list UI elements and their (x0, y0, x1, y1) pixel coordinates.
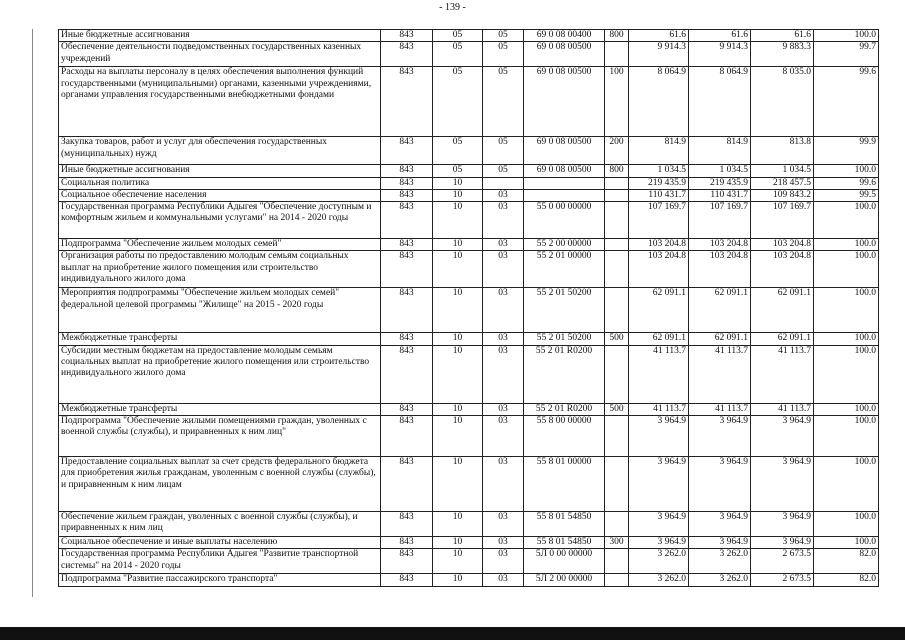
cell-pr (483, 177, 524, 189)
cell-v1: 103 204.8 (629, 251, 689, 288)
cell-pct: 100.0 (814, 333, 879, 345)
cell-v3: 3 964.9 (751, 537, 814, 549)
cell-name: Предоставление социальных выплат за счет средств федерального бюджета для приобретения жилья гражданам, уволенным с военной службы (службы), и приравненным к ним лицам (59, 457, 381, 512)
cell-v2: 3 964.9 (689, 512, 751, 537)
cell-v2: 61.6 (689, 30, 751, 42)
cell-rz: 10 (433, 457, 483, 512)
cell-v1: 3 262.0 (629, 574, 689, 586)
cell-name: Государственная программа Республики Адыгея "Обеспечение доступным и комфортным жильем и коммунальными услугами" на 2014 - 2020 годы (59, 202, 381, 239)
cell-name: Межбюджетные трансферты (59, 403, 381, 415)
cell-pct: 100.0 (814, 403, 879, 415)
cell-v2: 3 262.0 (689, 574, 751, 586)
cell-v2: 219 435.9 (689, 177, 751, 189)
cell-v3: 103 204.8 (751, 251, 814, 288)
cell-pct: 100.0 (814, 345, 879, 403)
table-row (59, 251, 879, 288)
cell-vr (605, 189, 629, 201)
table-row (59, 333, 879, 345)
cell-v2: 62 091.1 (689, 333, 751, 345)
cell-rz: 10 (433, 333, 483, 345)
cell-pct: 99.5 (814, 189, 879, 201)
cell-pr: 03 (483, 549, 524, 574)
cell-vr: 500 (605, 333, 629, 345)
cell-csr: 55 2 01 R0200 (524, 403, 605, 415)
cell-v1: 9 914.3 (629, 42, 689, 67)
cell-name: Подпрограмма "Обеспечение жилыми помещениями граждан, уволенных с военной службы (службы), и приравненных к ним лиц" (59, 416, 381, 457)
cell-vr: 800 (605, 165, 629, 177)
cell-vr (605, 177, 629, 189)
cell-name: Социальное обеспечение населения (59, 189, 381, 201)
cell-ved: 843 (381, 30, 433, 42)
cell-name: Иные бюджетные ассигнования (59, 30, 381, 42)
cell-v2: 814.9 (689, 137, 751, 165)
cell-pr: 05 (483, 42, 524, 67)
cell-pr: 03 (483, 345, 524, 403)
table-row (59, 42, 879, 67)
cell-pct: 100.0 (814, 165, 879, 177)
cell-v1: 3 964.9 (629, 457, 689, 512)
cell-csr (524, 189, 605, 201)
cell-pr: 05 (483, 67, 524, 137)
table-row (59, 67, 879, 137)
table-row (59, 549, 879, 574)
table-row (59, 537, 879, 549)
cell-rz: 10 (433, 537, 483, 549)
cell-v2: 41 113.7 (689, 345, 751, 403)
cell-pct: 99.6 (814, 67, 879, 137)
cell-pr: 03 (483, 333, 524, 345)
cell-v3: 1 034.5 (751, 165, 814, 177)
cell-vr (605, 345, 629, 403)
cell-ved: 843 (381, 512, 433, 537)
cell-pct: 100.0 (814, 239, 879, 251)
cell-v1: 8 064.9 (629, 67, 689, 137)
page-left-rule (32, 29, 33, 597)
cell-pr: 03 (483, 537, 524, 549)
cell-csr: 55 8 01 54850 (524, 537, 605, 549)
cell-rz: 05 (433, 30, 483, 42)
cell-v1: 61.6 (629, 30, 689, 42)
cell-ved: 843 (381, 549, 433, 574)
cell-csr: 55 2 01 R0200 (524, 345, 605, 403)
table-row (59, 177, 879, 189)
cell-pct: 100.0 (814, 416, 879, 457)
cell-rz: 05 (433, 165, 483, 177)
cell-csr: 55 8 01 54850 (524, 512, 605, 537)
cell-name: Социальное обеспечение и иные выплаты населению (59, 537, 381, 549)
cell-ved: 843 (381, 165, 433, 177)
cell-vr: 200 (605, 137, 629, 165)
cell-v2: 107 169.7 (689, 202, 751, 239)
cell-name: Государственная программа Республики Адыгея "Развитие транспортной системы" на 2014 - 2020 годы (59, 549, 381, 574)
cell-v1: 3 964.9 (629, 512, 689, 537)
cell-pct: 82.0 (814, 574, 879, 586)
cell-ved: 843 (381, 288, 433, 333)
cell-csr: 5Л 0 00 00000 (524, 549, 605, 574)
cell-rz: 05 (433, 67, 483, 137)
cell-v3: 3 964.9 (751, 416, 814, 457)
cell-v1: 41 113.7 (629, 345, 689, 403)
cell-v1: 3 262.0 (629, 549, 689, 574)
cell-rz: 10 (433, 251, 483, 288)
cell-csr: 55 2 01 00000 (524, 251, 605, 288)
cell-v1: 62 091.1 (629, 333, 689, 345)
cell-rz: 10 (433, 177, 483, 189)
cell-v3: 109 843.2 (751, 189, 814, 201)
cell-vr (605, 574, 629, 586)
cell-ved: 843 (381, 333, 433, 345)
cell-pct: 99.7 (814, 42, 879, 67)
cell-pct: 100.0 (814, 537, 879, 549)
table-row (59, 345, 879, 403)
cell-ved: 843 (381, 251, 433, 288)
cell-name: Иные бюджетные ассигнования (59, 165, 381, 177)
cell-rz: 10 (433, 239, 483, 251)
cell-ved: 843 (381, 457, 433, 512)
cell-v1: 62 091.1 (629, 288, 689, 333)
table-row (59, 189, 879, 201)
cell-vr (605, 512, 629, 537)
cell-v2: 103 204.8 (689, 251, 751, 288)
cell-csr: 69 0 08 00400 (524, 30, 605, 42)
cell-ved: 843 (381, 67, 433, 137)
cell-csr: 69 0 08 00500 (524, 165, 605, 177)
cell-v3: 41 113.7 (751, 345, 814, 403)
cell-rz: 10 (433, 202, 483, 239)
cell-vr (605, 549, 629, 574)
table-row (59, 239, 879, 251)
table-row (59, 30, 879, 42)
cell-v1: 814.9 (629, 137, 689, 165)
cell-pct: 100.0 (814, 288, 879, 333)
cell-rz: 10 (433, 288, 483, 333)
cell-v3: 61.6 (751, 30, 814, 42)
cell-rz: 10 (433, 189, 483, 201)
cell-v3: 2 673.5 (751, 549, 814, 574)
cell-csr: 55 8 00 00000 (524, 416, 605, 457)
cell-v2: 3 964.9 (689, 416, 751, 457)
cell-ved: 843 (381, 416, 433, 457)
cell-csr: 69 0 08 00500 (524, 42, 605, 67)
cell-v3: 107 169.7 (751, 202, 814, 239)
cell-v2: 41 113.7 (689, 403, 751, 415)
cell-vr (605, 239, 629, 251)
cell-pr: 03 (483, 202, 524, 239)
cell-v2: 62 091.1 (689, 288, 751, 333)
table-row (59, 403, 879, 415)
cell-pr: 03 (483, 574, 524, 586)
cell-name: Субсидии местным бюджетам на предоставление молодым семьям социальных выплат на приобретение жилого помещения или строительство индивидуального жилого дома (59, 345, 381, 403)
cell-v2: 3 964.9 (689, 457, 751, 512)
table-row (59, 137, 879, 165)
cell-pct: 100.0 (814, 202, 879, 239)
cell-v3: 2 673.5 (751, 574, 814, 586)
cell-vr: 500 (605, 403, 629, 415)
cell-pr: 03 (483, 416, 524, 457)
cell-ved: 843 (381, 239, 433, 251)
cell-pr: 03 (483, 288, 524, 333)
cell-name: Расходы на выплаты персоналу в целях обеспечения выполнения функций государственными (муниципальными) органами, казенными учреждениями, органами управления государственными внебюджетными фондами (59, 67, 381, 137)
cell-csr: 5Л 2 00 00000 (524, 574, 605, 586)
cell-vr: 100 (605, 67, 629, 137)
cell-ved: 843 (381, 403, 433, 415)
cell-name: Закупка товаров, работ и услуг для обеспечения государственных (муниципальных) нужд (59, 137, 381, 165)
scan-bottom-edge (0, 627, 905, 640)
cell-vr (605, 457, 629, 512)
cell-pr: 05 (483, 30, 524, 42)
cell-name: Межбюджетные трансферты (59, 333, 381, 345)
cell-pr: 03 (483, 239, 524, 251)
cell-pct: 100.0 (814, 512, 879, 537)
cell-v1: 110 431.7 (629, 189, 689, 201)
cell-rz: 10 (433, 574, 483, 586)
cell-rz: 10 (433, 403, 483, 415)
cell-v3: 3 964.9 (751, 512, 814, 537)
cell-v2: 1 034.5 (689, 165, 751, 177)
cell-vr: 800 (605, 30, 629, 42)
cell-ved: 843 (381, 574, 433, 586)
cell-v3: 62 091.1 (751, 288, 814, 333)
cell-vr (605, 202, 629, 239)
cell-rz: 10 (433, 512, 483, 537)
cell-v1: 3 964.9 (629, 537, 689, 549)
cell-v3: 9 883.3 (751, 42, 814, 67)
cell-v1: 107 169.7 (629, 202, 689, 239)
cell-v3: 62 091.1 (751, 333, 814, 345)
cell-ved: 843 (381, 137, 433, 165)
cell-name: Социальная политика (59, 177, 381, 189)
cell-csr: 55 0 00 00000 (524, 202, 605, 239)
cell-pct: 99.9 (814, 137, 879, 165)
table-row (59, 288, 879, 333)
cell-pct: 100.0 (814, 251, 879, 288)
cell-vr (605, 42, 629, 67)
cell-vr: 300 (605, 537, 629, 549)
cell-v3: 103 204.8 (751, 239, 814, 251)
cell-rz: 05 (433, 137, 483, 165)
cell-rz: 10 (433, 345, 483, 403)
cell-pr: 03 (483, 251, 524, 288)
cell-v3: 41 113.7 (751, 403, 814, 415)
cell-name: Мероприятия подпрограммы "Обеспечение жильем молодых семей" федеральной целевой программы "Жилище" на 2015 - 2020 годы (59, 288, 381, 333)
cell-pct: 82.0 (814, 549, 879, 574)
cell-v2: 3 964.9 (689, 537, 751, 549)
table-row (59, 165, 879, 177)
cell-rz: 10 (433, 416, 483, 457)
cell-v2: 110 431.7 (689, 189, 751, 201)
cell-csr: 55 2 00 00000 (524, 239, 605, 251)
table-row (59, 416, 879, 457)
cell-pr: 05 (483, 165, 524, 177)
cell-pct: 100.0 (814, 30, 879, 42)
cell-pr: 03 (483, 189, 524, 201)
cell-vr (605, 416, 629, 457)
table-row (59, 512, 879, 537)
table-row (59, 457, 879, 512)
cell-vr (605, 251, 629, 288)
cell-v1: 3 964.9 (629, 416, 689, 457)
cell-v1: 1 034.5 (629, 165, 689, 177)
cell-name: Обеспечение деятельности подведомственных государственных казенных учреждений (59, 42, 381, 67)
cell-csr: 69 0 08 00500 (524, 137, 605, 165)
cell-ved: 843 (381, 177, 433, 189)
table-row (59, 202, 879, 239)
cell-ved: 843 (381, 189, 433, 201)
table-row (59, 574, 879, 586)
budget-table (58, 29, 879, 587)
cell-name: Подпрограмма "Обеспечение жильем молодых семей" (59, 239, 381, 251)
cell-ved: 843 (381, 42, 433, 67)
cell-pr: 03 (483, 512, 524, 537)
cell-pr: 05 (483, 137, 524, 165)
cell-rz: 05 (433, 42, 483, 67)
page-number: - 139 - (439, 2, 466, 13)
cell-ved: 843 (381, 345, 433, 403)
cell-v2: 8 064.9 (689, 67, 751, 137)
cell-name: Организация работы по предоставлению молодым семьям социальных выплат на приобретение жилого помещения или строительство индивидуального жилого дома (59, 251, 381, 288)
cell-v2: 3 262.0 (689, 549, 751, 574)
cell-v1: 41 113.7 (629, 403, 689, 415)
cell-pct: 99.6 (814, 177, 879, 189)
cell-v1: 103 204.8 (629, 239, 689, 251)
cell-pr: 03 (483, 403, 524, 415)
cell-name: Подпрограмма "Развитие пассажирского транспорта" (59, 574, 381, 586)
cell-ved: 843 (381, 202, 433, 239)
cell-csr: 55 8 01 00000 (524, 457, 605, 512)
cell-name: Обеспечение жильем граждан, уволенных с военной службы (службы), и приравненных к ним лиц (59, 512, 381, 537)
cell-csr: 55 2 01 50200 (524, 288, 605, 333)
cell-vr (605, 288, 629, 333)
cell-v1: 219 435.9 (629, 177, 689, 189)
cell-v3: 218 457.5 (751, 177, 814, 189)
cell-v3: 3 964.9 (751, 457, 814, 512)
cell-v3: 8 035.0 (751, 67, 814, 137)
budget-table-body (59, 30, 879, 587)
cell-pr: 03 (483, 457, 524, 512)
cell-rz: 10 (433, 549, 483, 574)
cell-pct: 100.0 (814, 457, 879, 512)
cell-csr: 55 2 01 50200 (524, 333, 605, 345)
cell-v3: 813.8 (751, 137, 814, 165)
cell-v2: 103 204.8 (689, 239, 751, 251)
cell-csr: 69 0 08 00500 (524, 67, 605, 137)
cell-ved: 843 (381, 537, 433, 549)
cell-v2: 9 914.3 (689, 42, 751, 67)
cell-csr (524, 177, 605, 189)
